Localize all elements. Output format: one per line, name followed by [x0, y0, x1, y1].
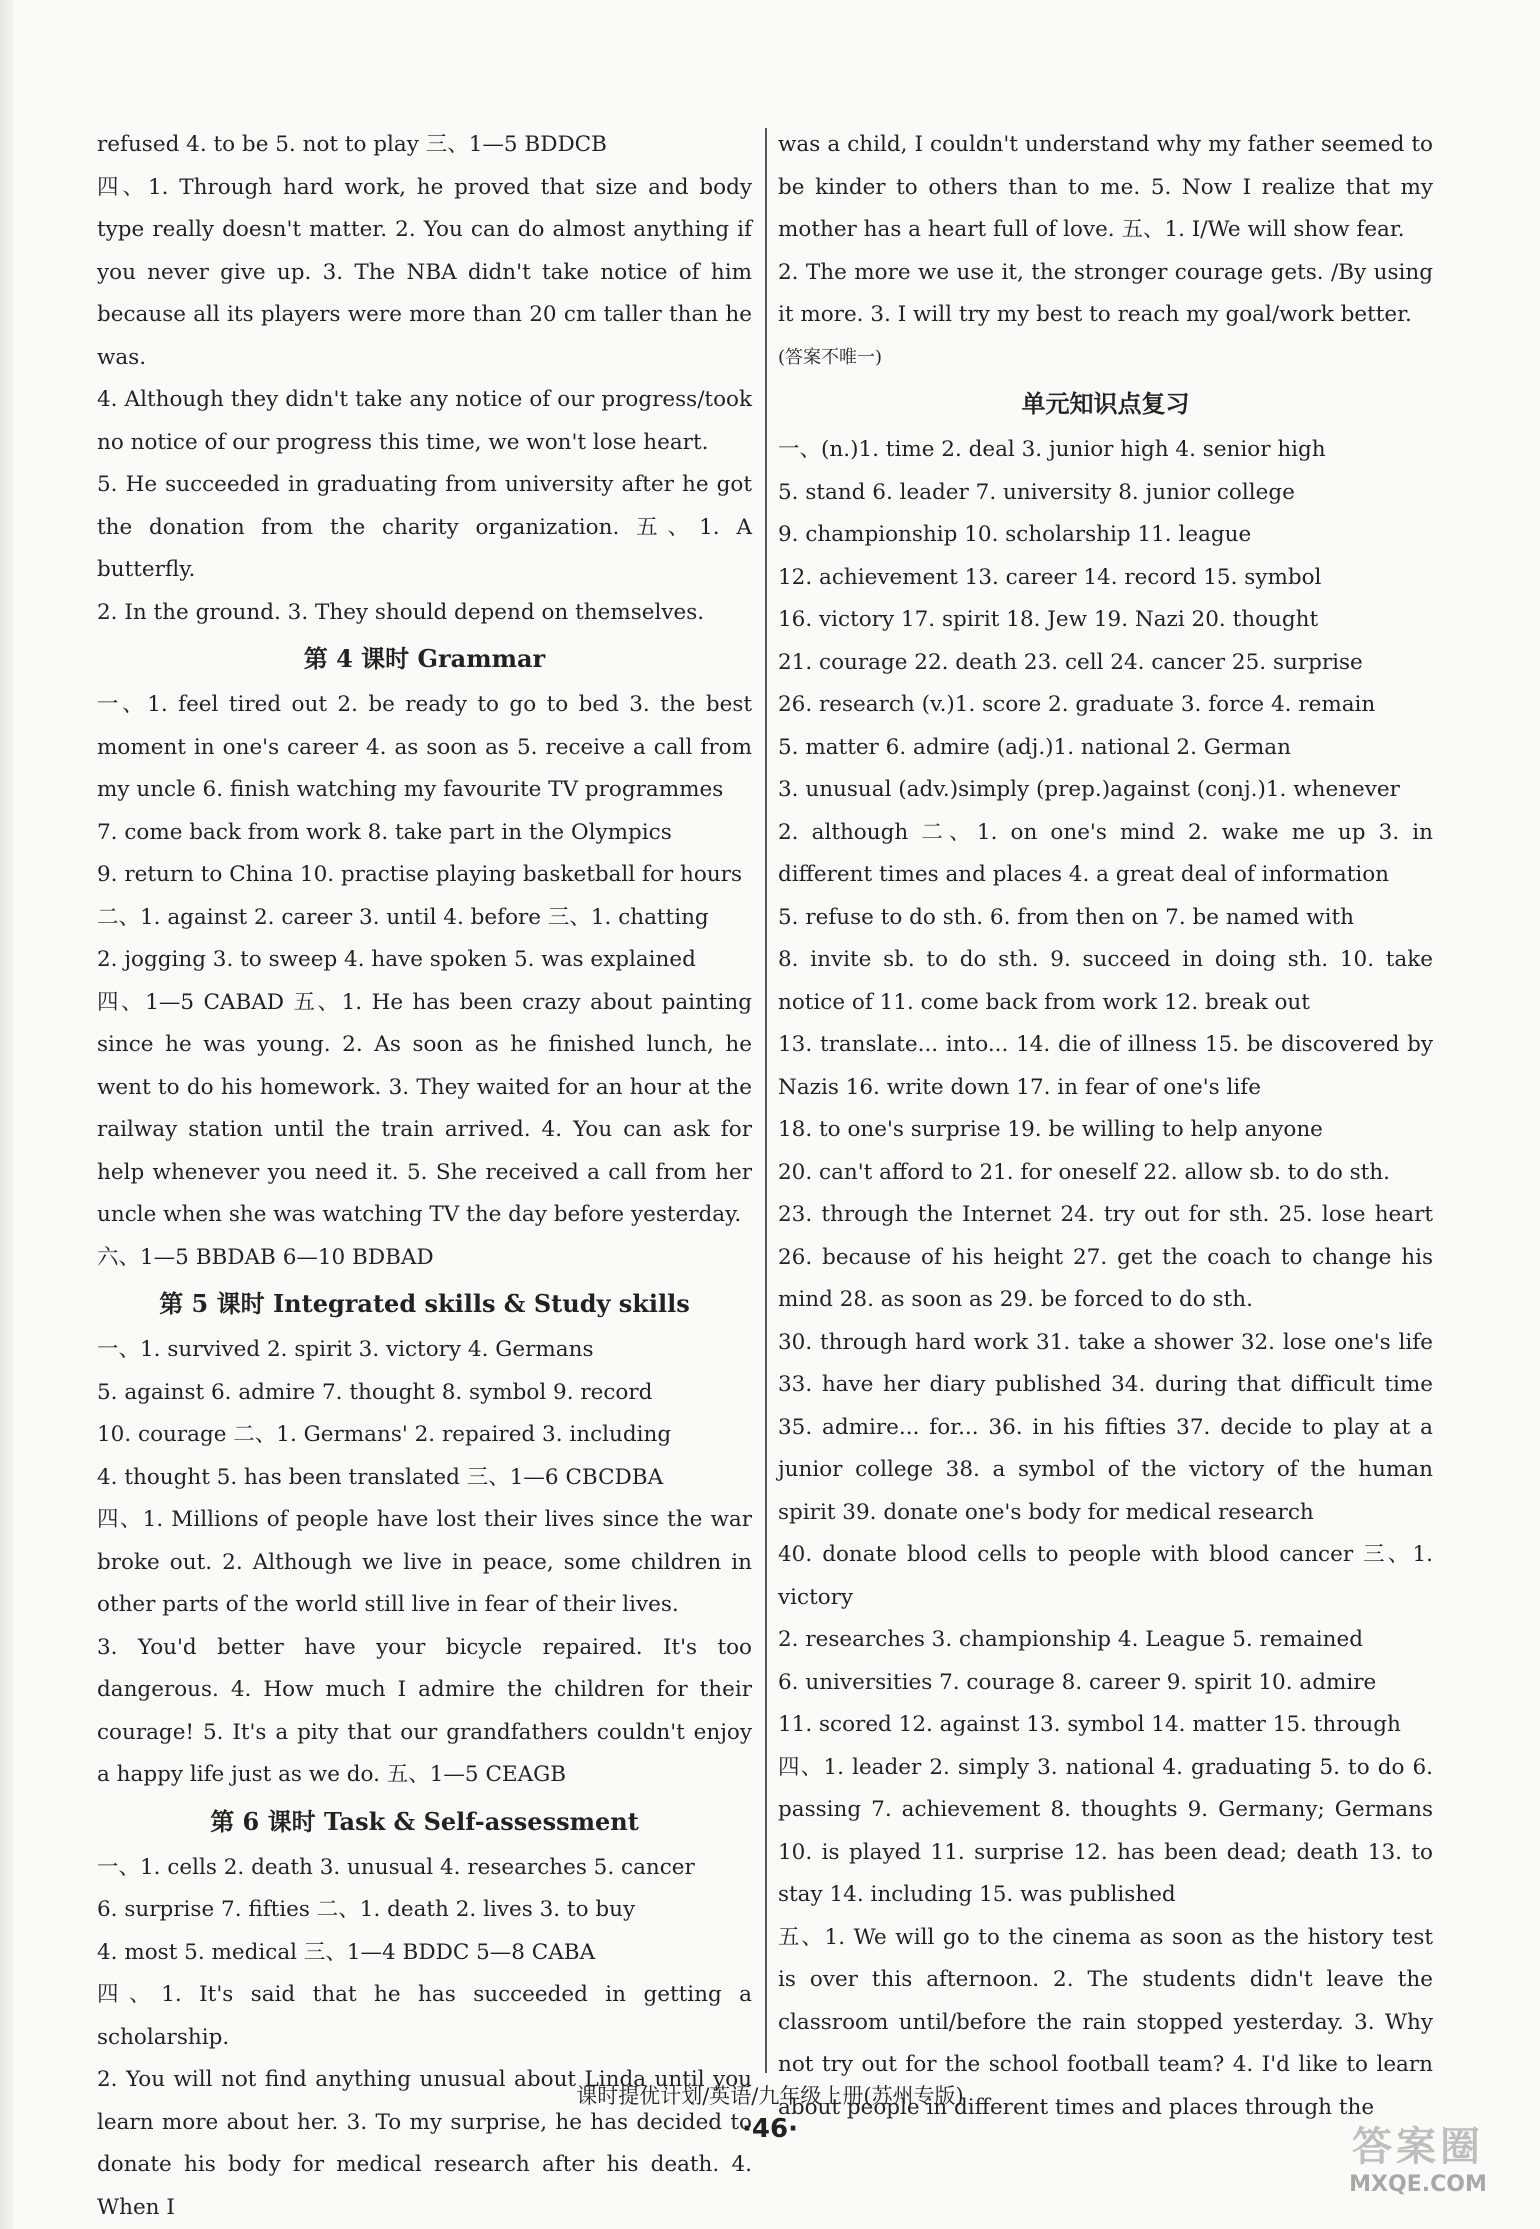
paragraph: 6. surprise 7. fifties 二、1. death 2. lives 3. to buy: [97, 1897, 636, 1922]
paragraph: 六、1—5 BBDAB 6—10 BDBAD: [97, 1244, 434, 1270]
paragraph: 5. refuse to do sth. 6. from then on 7. be named with: [778, 904, 1354, 930]
watermark-logo: 答案圈: [1352, 2124, 1484, 2170]
paragraph: 四、1. Millions of people have lost their lives since the war broke out. 2. Although we live in peace, some children in other parts of the world still live in fear of their lives.: [97, 1507, 752, 1617]
paragraph: 2. You will not find anything unusual about Linda until you learn more about her. 3. To my surprise, he has decided to donate his body for medical research after his death. 4. When I: [97, 2067, 752, 2220]
section-heading-review: 单元知识点复习: [1021, 390, 1190, 418]
paragraph: 二、1. against 2. career 3. until 4. before 三、1. chatting: [97, 904, 709, 930]
watermark-url: MXQE.COM: [1349, 2172, 1487, 2197]
answer-note: (答案不唯一): [778, 346, 883, 368]
paragraph: 9. championship 10. scholarship 11. league: [778, 522, 1252, 547]
paragraph: 16. victory 17. spirit 18. Jew 19. Nazi 20. thought: [778, 607, 1319, 632]
right-column: [778, 124, 1433, 2129]
paragraph: 23. through the Internet 24. try out for sth. 25. lose heart 26. because of his height 27. get the coach to change his mind 28. as soon as 29. be forced to do sth.: [778, 1202, 1433, 1312]
paragraph: 18. to one's surprise 19. be willing to help anyone: [778, 1117, 1323, 1142]
paragraph: 四、1. It's said that he has succeeded in getting a scholarship.: [97, 1982, 752, 2050]
paragraph: 4. most 5. medical 三、1—4 BDDC 5—8 CABA: [97, 1939, 596, 1965]
paragraph: 5. against 6. admire 7. thought 8. symbol 9. record: [97, 1379, 653, 1405]
paragraph: 20. can't afford to 21. for oneself 22. allow sb. to do sth.: [778, 1159, 1390, 1185]
paragraph: 9. return to China 10. practise playing basketball for hours: [97, 862, 742, 887]
paragraph: 2. although 二、1. on one's mind 2. wake me up 3. in different times and places 4. a great deal of information: [778, 819, 1433, 887]
column-divider: [765, 128, 767, 2073]
paragraph: 10. courage 二、1. Germans' 2. repaired 3. including: [97, 1422, 672, 1447]
paragraph: 五、1. We will go to the cinema as soon as the history test is over this afternoon. 2. The students didn't leave the classroom until/before the rain stopped yesterday. 3. Why not try out for the school football team? 4. I'd like to learn about people in different times and places through the: [778, 1924, 1433, 2120]
paragraph: 四、1—5 CABAD 五、1. He has been crazy about painting since he was young. 2. As soon as he finished lunch, he went to do his homework. 3. They waited for an hour at the railway station until the train arrived. 4. You can ask for help whenever you need it. 5. She received a call from her uncle when she was watching TV the day before yesterday.: [97, 989, 752, 1227]
paragraph: 5. stand 6. leader 7. university 8. junior college: [778, 479, 1295, 505]
paragraph: 8. invite sb. to do sth. 9. succeed in doing sth. 10. take notice of 11. come back from work 12. break out: [778, 947, 1433, 1015]
paragraph: 7. come back from work 8. take part in the Olympics: [97, 819, 672, 845]
paragraph: 3. You'd better have your bicycle repaired. It's too dangerous. 4. How much I admire the children for their courage! 5. It's a pity that our grandfathers couldn't enjoy a happy life just as we do. 五、1—5 CEAGB: [97, 1634, 752, 1787]
section-heading-lesson4: 第 4 课时 Grammar: [303, 644, 546, 673]
paragraph: 30. through hard work 31. take a shower 32. lose one's life 33. have her diary published 34. during that difficult time 35. admire... for... 36. in his fifties 37. decide to play at a junior college 38. a symbol of the victory of the human spirit 39. donate one's body for medical research: [778, 1329, 1433, 1525]
paragraph: refused 4. to be 5. not to play 三、1—5 BDDCB: [97, 132, 607, 157]
paragraph: 21. courage 22. death 23. cell 24. cancer 25. surprise: [778, 649, 1363, 675]
paragraph: 5. matter 6. admire (adj.)1. national 2. German: [778, 734, 1291, 760]
scan-edge: [0, 0, 14, 2229]
paragraph: 四、1. Through hard work, he proved that size and body type really doesn't matter. 2. You can do almost anything if you never give up. 3. The NBA didn't take notice of him because all its players were more than 20 cm taller than he was.: [97, 174, 752, 370]
paragraph: 13. translate... into... 14. die of illness 15. be discovered by Nazis 16. write down 17. in fear of one's life: [778, 1032, 1433, 1100]
paragraph: 四、1. leader 2. simply 3. national 4. graduating 5. to do 6. passing 7. achievement 8. thoughts 9. Germany; Germans 10. is played 11. surprise 12. has been dead; death 13. to stay 14. including 15. was published: [778, 1754, 1433, 1907]
paragraph: 6. universities 7. courage 8. career 9. spirit 10. admire: [778, 1669, 1377, 1695]
paragraph: 2. jogging 3. to sweep 4. have spoken 5. was explained: [97, 947, 696, 972]
paragraph: 26. research (v.)1. score 2. graduate 3. force 4. remain: [778, 692, 1376, 717]
paragraph: 40. donate blood cells to people with blood cancer 三、1. victory: [778, 1542, 1433, 1610]
book-series-footer: 课时提优计划/英语/九年级上册(苏州专版): [576, 2084, 964, 2108]
paragraph: 2. In the ground. 3. They should depend on themselves.: [97, 599, 705, 625]
paragraph: 2. The more we use it, the stronger courage gets. /By using it more. 3. I will try my best to reach my goal/work better.: [778, 259, 1433, 327]
paragraph: 11. scored 12. against 13. symbol 14. matter 15. through: [778, 1712, 1401, 1737]
left-column: [97, 124, 752, 2229]
section-heading-lesson6: 第 6 课时 Task & Self-assessment: [210, 1806, 639, 1836]
paragraph: 3. unusual (adv.)simply (prep.)against (conj.)1. whenever: [778, 777, 1400, 802]
page-number: ·46·: [742, 2114, 798, 2144]
paragraph: 4. thought 5. has been translated 三、1—6 CBCDBA: [97, 1464, 664, 1490]
paragraph: 一、1. survived 2. spirit 3. victory 4. Germans: [97, 1337, 594, 1362]
paragraph: 一、1. cells 2. death 3. unusual 4. researches 5. cancer: [97, 1854, 695, 1880]
paragraph: 一、1. feel tired out 2. be ready to go to bed 3. the best moment in one's career 4. as soon as 5. receive a call from my uncle 6. finish watching my favourite TV programmes: [97, 692, 752, 802]
paragraph: 4. Although they didn't take any notice of our progress/took no notice of our progress this time, we won't lose heart.: [97, 387, 752, 455]
watermark: [1320, 2115, 1516, 2211]
paragraph: 12. achievement 13. career 14. record 15. symbol: [778, 564, 1322, 590]
paragraph: was a child, I couldn't understand why my father seemed to be kinder to others than to me. 5. Now I realize that my mother has a heart full of love. 五、1. I/We will show fear.: [778, 132, 1433, 242]
section-heading-lesson5: 第 5 课时 Integrated skills & Study skills: [159, 1289, 690, 1318]
paragraph: 5. He succeeded in graduating from university after he got the donation from the charity organization. 五、1. A butterfly.: [97, 472, 752, 582]
paragraph: 2. researches 3. championship 4. League 5. remained: [778, 1627, 1364, 1652]
paragraph: 一、(n.)1. time 2. deal 3. junior high 4. senior high: [778, 437, 1326, 462]
